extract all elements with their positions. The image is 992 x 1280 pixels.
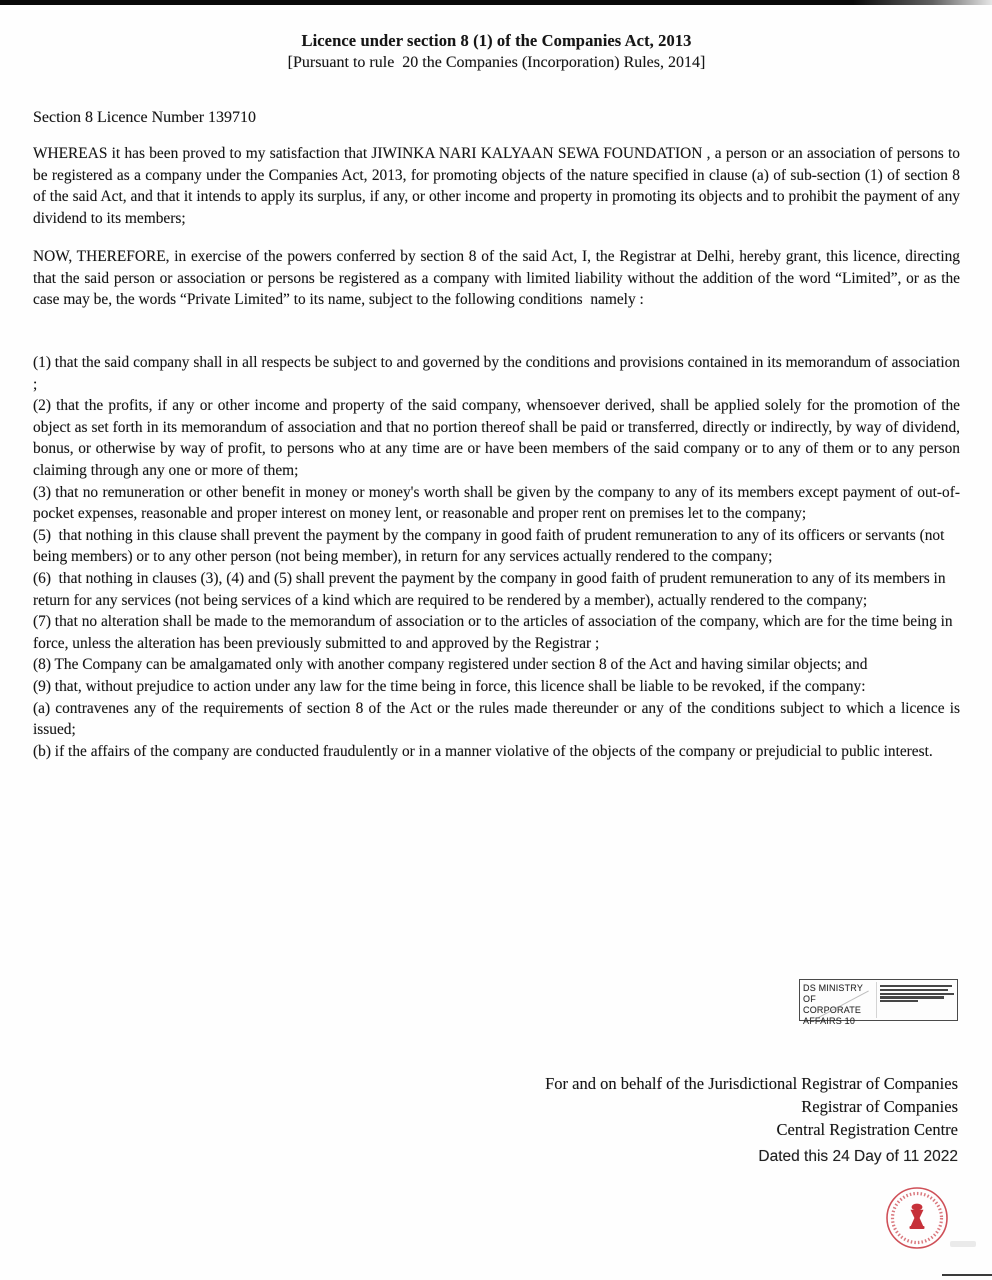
condition-item-7: (7) that no alteration shall be made to the memorandum of association or to the articles of association of the company, which are for the time being in force, unless the alteration has been previously submitted to and approved by the Registrar ;: [33, 613, 957, 652]
conditions-list: [33, 352, 964, 762]
condition-item-5: (5) that nothing in this clause shall prevent the payment by the company in good faith of prudent remuneration to any of its officers or servants (not being members) or to any other person (not being member), in return for any services actually rendered to the company;: [33, 526, 949, 566]
stamp-text-line1: DS MINISTRY OF: [803, 983, 863, 1004]
document-header: [33, 31, 960, 72]
condition-item-1: (1) that the said company shall in all respects be subject to and governed by the conditions and provisions contained in its memorandum of association ;: [33, 354, 964, 393]
stamp-divider: [876, 982, 877, 1018]
condition-item-9: (9) that, without prejudice to action under any law for the time being in force, this licence shall be liable to be revoked, if the company:: [33, 677, 866, 695]
signature-line3: Central Registration Centre: [776, 1120, 958, 1139]
document-title: Licence under section 8 (1) of the Companies Act, 2013: [301, 31, 692, 50]
digital-signature-stamp: [799, 979, 958, 1026]
signature-line2: Registrar of Companies: [801, 1097, 958, 1116]
condition-item-9a: (a) contravenes any of the requirements of section 8 of the Act or the rules made thereunder or any of the conditions subject to which a licence is issued;: [33, 699, 964, 739]
scan-artifact-smudge: [950, 1241, 976, 1247]
signature-line1: For and on behalf of the Jurisdictional Registrar of Companies: [545, 1074, 958, 1093]
document-subtitle: [Pursuant to rule 20 the Companies (Incorporation) Rules, 2014]: [287, 54, 706, 71]
scan-artifact-bottom-line: [942, 1274, 992, 1276]
condition-item-6: (6) that nothing in clauses (3), (4) and (5) shall prevent the payment by the company in good faith of prudent remuneration to any of its members in return for any services (not being services of a kind which are required to be rendered by a member), actually rendered to the company;: [33, 569, 950, 609]
stamp-text-line3: AFFAIRS 10: [803, 1016, 856, 1026]
scan-artifact-top-bar: [0, 0, 992, 5]
condition-item-2: (2) that the profits, if any or other income and property of the said company, whensoever derived, shall be applied solely for the promotion of the object as set forth in its memorandum of association and that no portion thereof shall be paid or transferred, directly or indirectly, by way of dividend, bonus, or otherwise by way of profit, to persons who at any time are or have been members of the said company or to any of them or to any person claiming through any one or more of them;: [33, 397, 964, 479]
condition-item-3: (3) that no remuneration or other benefit in money or money's worth shall be given by the company to any of its members except payment of out-of-pocket expenses, reasonable and proper interest on money lent, or reasonable and proper rent on premises let to the company;: [33, 483, 960, 523]
whereas-paragraph: WHEREAS it has been proved to my satisfaction that JIWINKA NARI KALYAAN SEWA FOUNDATION , a person or an association of persons to be registered as a company under the Companies Act, 2013, for promoting objects of the nature specified in clause (a) of sub-section (1) of section 8 of the said Act, and that it intends to apply its surplus, if any, or other income and property in promoting its objects and to prohibit the payment of any dividend to its members;: [33, 145, 964, 227]
licence-number-line: Section 8 Licence Number 139710: [33, 109, 257, 126]
stamp-fine-print: [880, 985, 954, 1004]
condition-item-8: (8) The Company can be amalgamated only with another company registered under section 8 of the Act and having similar objects; and: [33, 656, 868, 674]
ministry-of-corporate-affairs-seal-icon: [884, 1185, 950, 1251]
now-therefore-paragraph: NOW, THEREFORE, in exercise of the powers conferred by section 8 of the said Act, I, the Registrar at Delhi, hereby grant, this licence, directing that the said person or association or persons be registered as a company with limited liability without the addition of the word “Limited”, or as the case may be, the words “Private Limited” to its name, subject to the following conditions namely :: [33, 248, 964, 309]
condition-item-9b: (b) if the affairs of the company are conducted fraudulently or in a manner violative of the objects of the company or prejudicial to public interest.: [33, 742, 933, 760]
signature-block: [258, 1072, 958, 1141]
stamp-text-line2: CORPORATE: [803, 1005, 862, 1015]
dated-line: Dated this 24 Day of 11 2022: [758, 1148, 958, 1165]
